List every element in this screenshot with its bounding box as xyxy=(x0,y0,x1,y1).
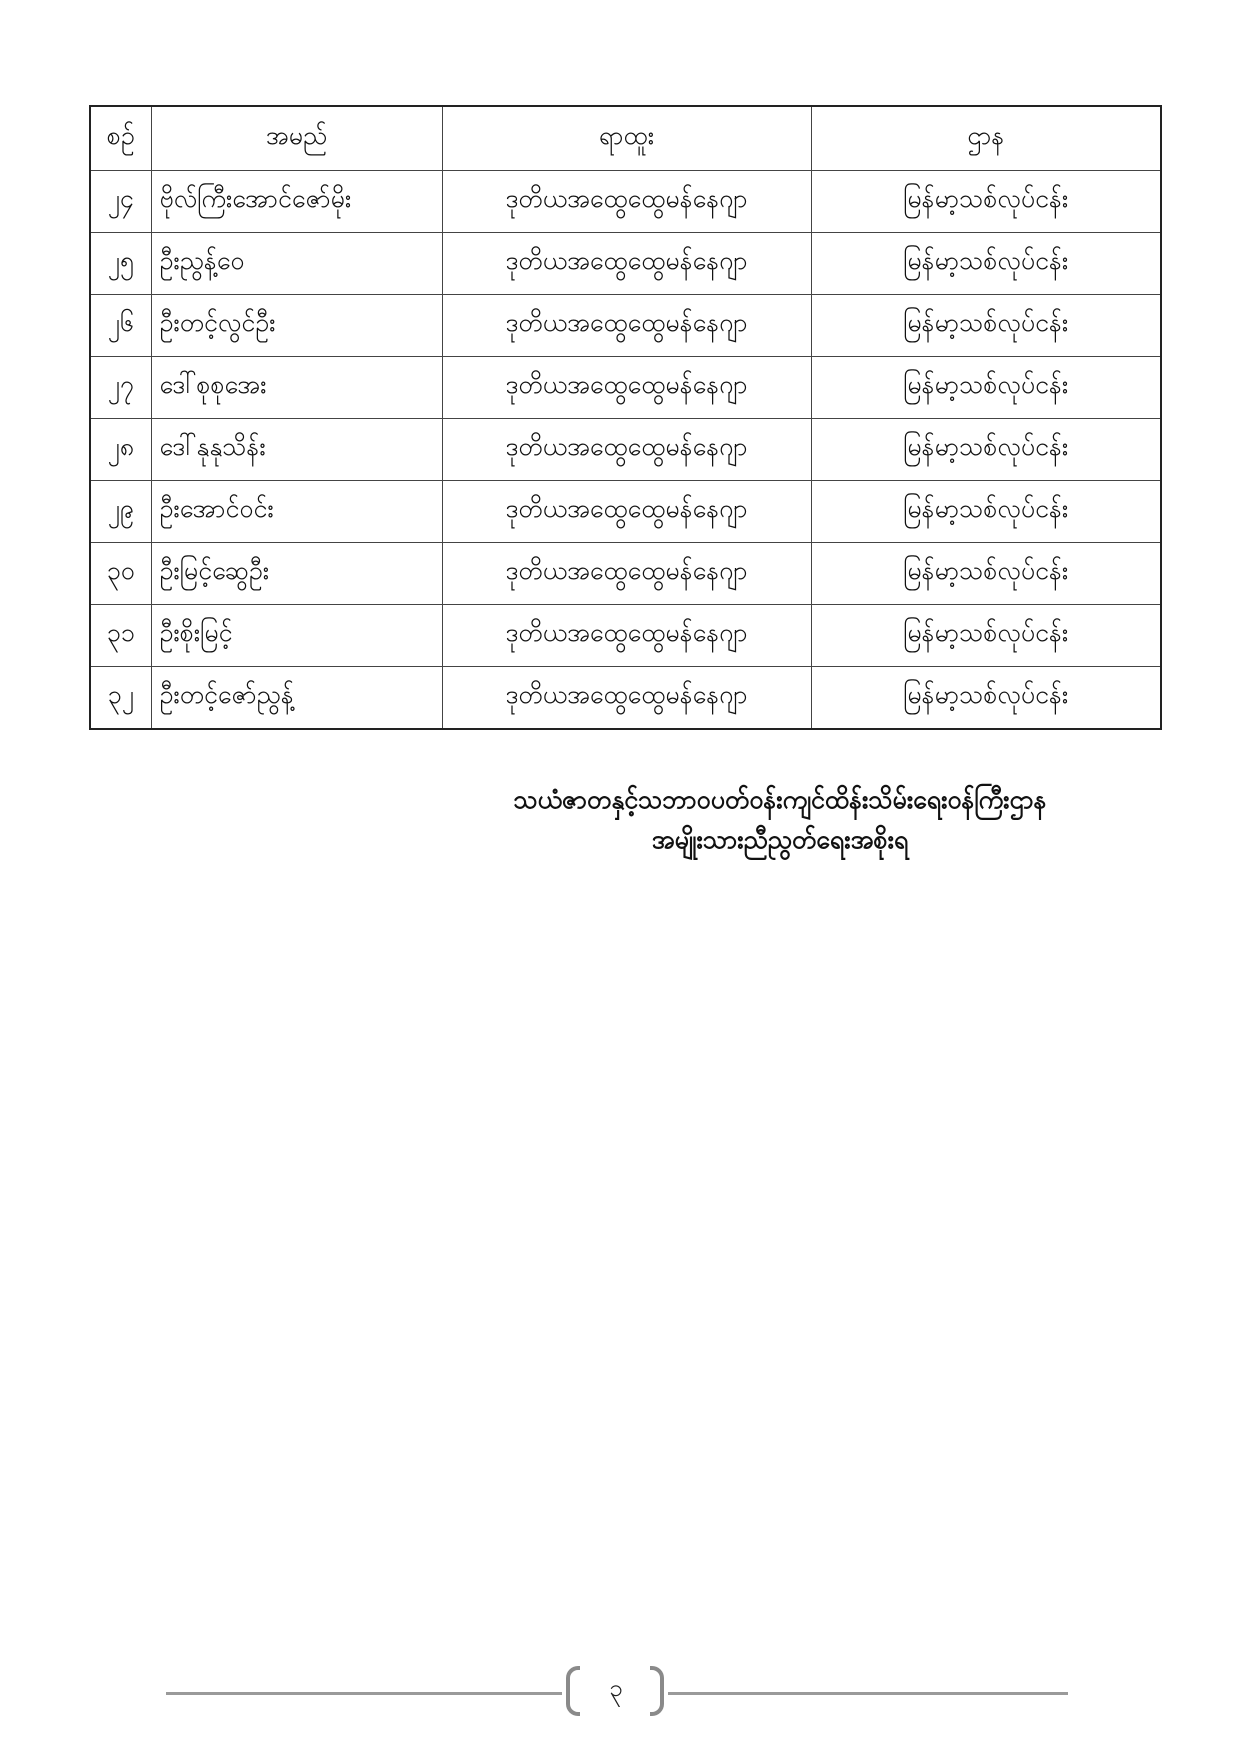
row-rank: ဒုတိယအထွေထွေမန်နေဂျာ xyxy=(442,481,811,543)
page-bracket-open-icon xyxy=(566,1666,580,1716)
page-bracket-close-icon xyxy=(650,1666,664,1716)
row-rank: ဒုတိယအထွေထွေမန်နေဂျာ xyxy=(442,667,811,730)
table-row xyxy=(90,543,1161,605)
table-row xyxy=(90,605,1161,667)
row-department: မြန်မာ့သစ်လုပ်ငန်း xyxy=(811,667,1161,730)
row-name: ဦးညွန့်ဝေ xyxy=(151,233,442,295)
table-header xyxy=(90,106,1161,171)
table-row xyxy=(90,295,1161,357)
signature-government: အမျိုးသားညီညွတ်ရေးအစိုးရ xyxy=(651,825,909,854)
signature-ministry: သယံဇာတနှင့်သဘာဝပတ်ဝန်းကျင်ထိန်းသိမ်းရေးဝန်ကြီးဌာန xyxy=(513,785,1047,814)
row-department: မြန်မာ့သစ်လုပ်ငန်း xyxy=(811,295,1161,357)
row-rank: ဒုတိယအထွေထွေမန်နေဂျာ xyxy=(442,233,811,295)
row-number: ၂၉ xyxy=(90,481,151,543)
row-number: ၃၀ xyxy=(90,543,151,605)
row-name: ဦးမြင့်ဆွေဦး xyxy=(151,543,442,605)
row-name: ဦးတင့်လွင်ဦး xyxy=(151,295,442,357)
table-row xyxy=(90,357,1161,419)
row-name: ဒေါ်နုနုသိန်း xyxy=(151,419,442,481)
footer-rule-right xyxy=(668,1692,1068,1695)
header-row xyxy=(90,106,1161,171)
row-name: ဦးစိုးမြင့် xyxy=(151,605,442,667)
row-name: ဦးတင့်ဇော်ညွန့် xyxy=(151,667,442,730)
row-number: ၃၁ xyxy=(90,605,151,667)
page-number: ၃ xyxy=(609,1674,623,1702)
row-number: ၂၈ xyxy=(90,419,151,481)
row-rank: ဒုတိယအထွေထွေမန်နေဂျာ xyxy=(442,357,811,419)
footer-rule-left xyxy=(166,1692,562,1695)
row-rank: ဒုတိယအထွေထွေမန်နေဂျာ xyxy=(442,419,811,481)
row-number: ၂၅ xyxy=(90,233,151,295)
row-department: မြန်မာ့သစ်လုပ်ငန်း xyxy=(811,357,1161,419)
table-row xyxy=(90,419,1161,481)
row-department: မြန်မာ့သစ်လုပ်ငန်း xyxy=(811,481,1161,543)
row-name: ဦးအောင်ဝင်း xyxy=(151,481,442,543)
row-number: ၂၆ xyxy=(90,295,151,357)
header-rank: ရာထူး xyxy=(442,106,811,171)
staff-table xyxy=(89,105,1162,730)
row-rank: ဒုတိယအထွေထွေမန်နေဂျာ xyxy=(442,171,811,233)
row-rank: ဒုတိယအထွေထွေမန်နေဂျာ xyxy=(442,543,811,605)
row-number: ၂၄ xyxy=(90,171,151,233)
row-name: ဗိုလ်ကြီးအောင်ဇော်မိုး xyxy=(151,171,442,233)
row-name: ဒေါ်စုစုအေး xyxy=(151,357,442,419)
table-row xyxy=(90,667,1161,730)
row-department: မြန်မာ့သစ်လုပ်ငန်း xyxy=(811,233,1161,295)
row-department: မြန်မာ့သစ်လုပ်ငန်း xyxy=(811,419,1161,481)
row-number: ၂၇ xyxy=(90,357,151,419)
row-department: မြန်မာ့သစ်လုပ်ငန်း xyxy=(811,171,1161,233)
table-row xyxy=(90,481,1161,543)
row-rank: ဒုတိယအထွေထွေမန်နေဂျာ xyxy=(442,295,811,357)
header-name: အမည် xyxy=(151,106,442,171)
header-no: စဉ် xyxy=(90,106,151,171)
row-department: မြန်မာ့သစ်လုပ်ငန်း xyxy=(811,605,1161,667)
header-department: ဌာန xyxy=(811,106,1161,171)
row-rank: ဒုတိယအထွေထွေမန်နေဂျာ xyxy=(442,605,811,667)
table-row xyxy=(90,171,1161,233)
row-number: ၃၂ xyxy=(90,667,151,730)
row-department: မြန်မာ့သစ်လုပ်ငန်း xyxy=(811,543,1161,605)
table-body xyxy=(90,171,1161,730)
signature-block xyxy=(420,780,1140,860)
table-row xyxy=(90,233,1161,295)
